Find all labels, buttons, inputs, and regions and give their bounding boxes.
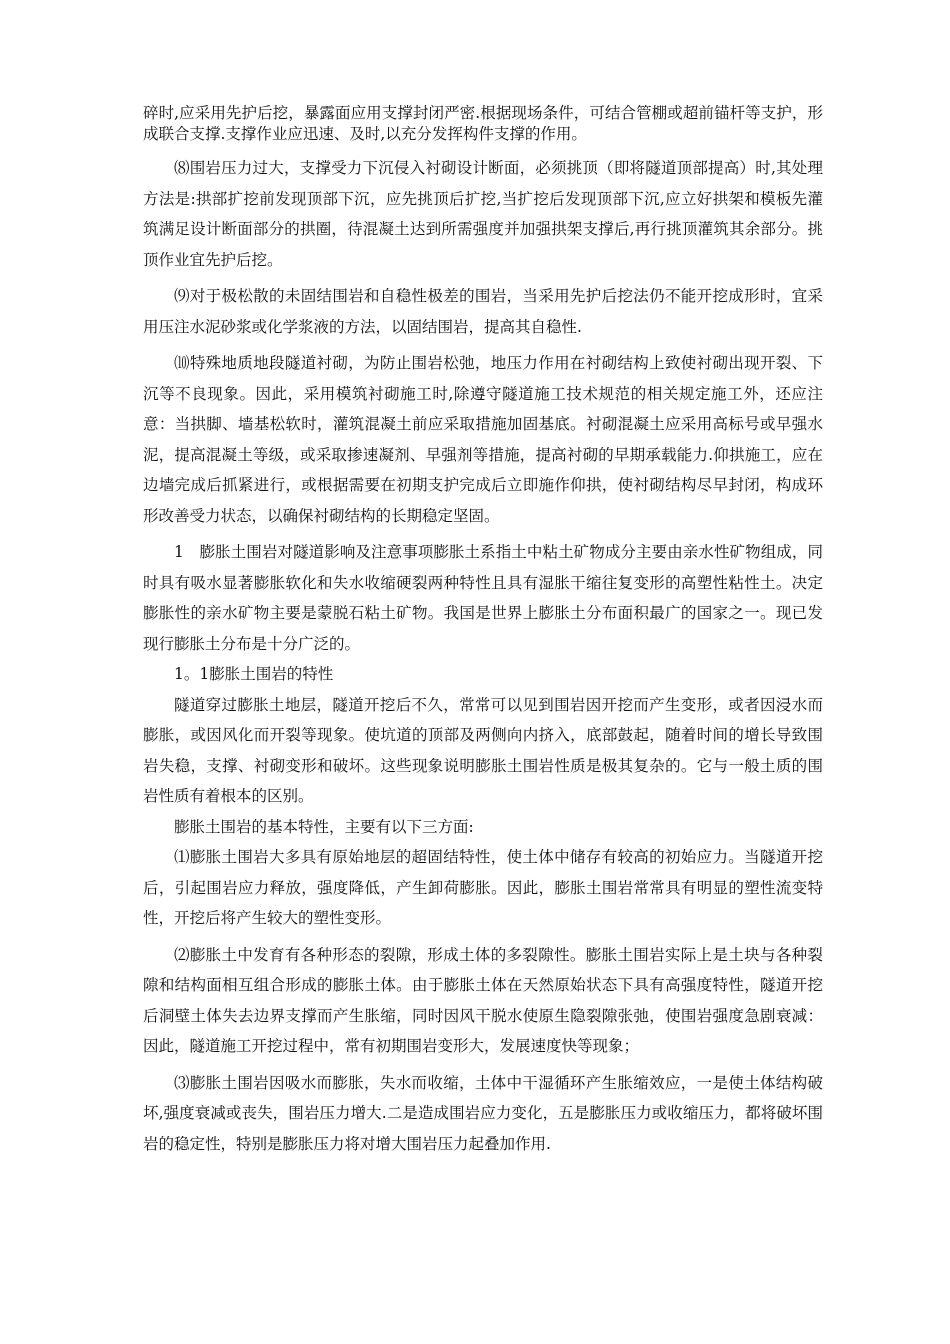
paragraph-item-8: ⑻围岩压力过大，支撑受力下沉侵入衬砌设计断面，必须挑顶（即将隧道顶部提高）时,其处理方法是:拱部扩挖前发现顶部下沉，应先挑顶后扩挖,当扩挖后发现顶部下沉,应立好拱架和模板先灌筑满足设计断面部分的拱圈，待混凝土达到所需强度并加强拱架支撑后,再行挑顶灌筑其余部分。挑顶作业宜先护后挖。: [143, 159, 823, 269]
paragraph-item-9: ⑼对于极松散的未固结围岩和自稳性极差的围岩，当采用先护后挖法仍不能开挖成形时，宜采用压注水泥砂浆或化学浆液的方法，以固结围岩，提高其自稳性.: [143, 287, 823, 336]
paragraph-tunnel-phenomena: 隧道穿过膨胀土地层，隧道开挖后不久，常常可以见到围岩因开挖而产生变形，或者因浸水而膨胀，或因风化而开裂等现象。使坑道的顶部及两侧向内挤入，底部鼓起，随着时间的增长导致围岩失稳，支撑、衬砌变形和破坏。这些现象说明膨胀土围岩性质是极其复杂的。它与一般土质的围岩性质有着根本的区别。: [143, 695, 823, 805]
paragraph-item-10: ⑽特殊地质地段隧道衬砌，为防止围岩松弛，地压力作用在衬砌结构上致使衬砌出现开裂、下沉等不良现象。因此，采用模筑衬砌施工时,除遵守隧道施工技术规范的相关规定施工外，还应注意：当拱脚、墙基松软时，灌筑混凝土前应采取措施加固基底。衬砌混凝土应采用高标号或早强水泥，提高混凝土等级，或采取掺速凝剂、早强剂等措施，提高衬砌的早期承载能力.仰拱施工，应在边墙完成后抓紧进行，或根据需要在初期支护完成后立即施作仰拱，使衬砌结构尽早封闭，构成环形改善受力状态，以确保衬砌结构的长期稳定坚固。: [143, 354, 823, 525]
paragraph-continuation: 碎时,应采用先护后挖，暴露面应用支撑封闭严密.根据现场条件，可结合管棚或超前锚杆等支护，形成联合支撑.支撑作业应迅速、及时,以充分发挥构件支撑的作用。: [143, 104, 823, 143]
paragraph-property-3: ⑶膨胀土围岩因吸水而膨胀，失水而收缩，土体中干湿循环产生胀缩效应，一是使土体结构破坏,强度衰减或丧失，围岩压力增大.二是造成围岩应力变化，五是膨胀压力或收缩压力，都将破坏围岩的稳定性，特别是膨胀压力将对增大围岩压力起叠加作用.: [143, 1073, 823, 1153]
paragraph-property-1: ⑴膨胀土围岩大多具有原始地层的超固结特性，使土体中储存有较高的初始应力。当隧道开挖后，引起围岩应力释放，强度降低，产生卸荷膨胀。因此，膨胀土围岩常常具有明显的塑性流变特性，开挖后将产生较大的塑性变形。: [143, 848, 823, 927]
paragraph-basic-properties: 膨胀土围岩的基本特性，主要有以下三方面:: [174, 817, 474, 836]
paragraph-section-1: 1 膨胀土围岩对隧道影响及注意事项膨胀土系指土中粘土矿物成分主要由亲水性矿物组成，同时具有吸水显著膨胀软化和失水收缩硬裂两种特性且具有湿胀干缩往复变形的高塑性粘性土。决定膨胀性的亲水矿物主要是蒙脱石粘土矿物。我国是世界上膨胀土分布面积最广的国家之一。现已发现行膨胀土分布是十分广泛的。: [143, 543, 823, 653]
paragraph-property-2: ⑵膨胀土中发育有各种形态的裂隙，形成土体的多裂隙性。膨胀土围岩实际上是土块与各种裂隙和结构面相互组合形成的膨胀土体。由于膨胀土体在天然原始状态下具有高强度特性，隧道开挖后洞壁土体失去边界支撑而产生胀缩，同时因风干脱水使原生隐裂隙张弛，使围岩强度急剧衰减：因此，隧道施工开挖过程中，常有初期围岩变形大，发展速度快等现象；: [143, 945, 823, 1055]
section-heading-1-1: 1。1膨胀土围岩的特性: [174, 665, 334, 683]
document-page: [143, 103, 823, 1159]
